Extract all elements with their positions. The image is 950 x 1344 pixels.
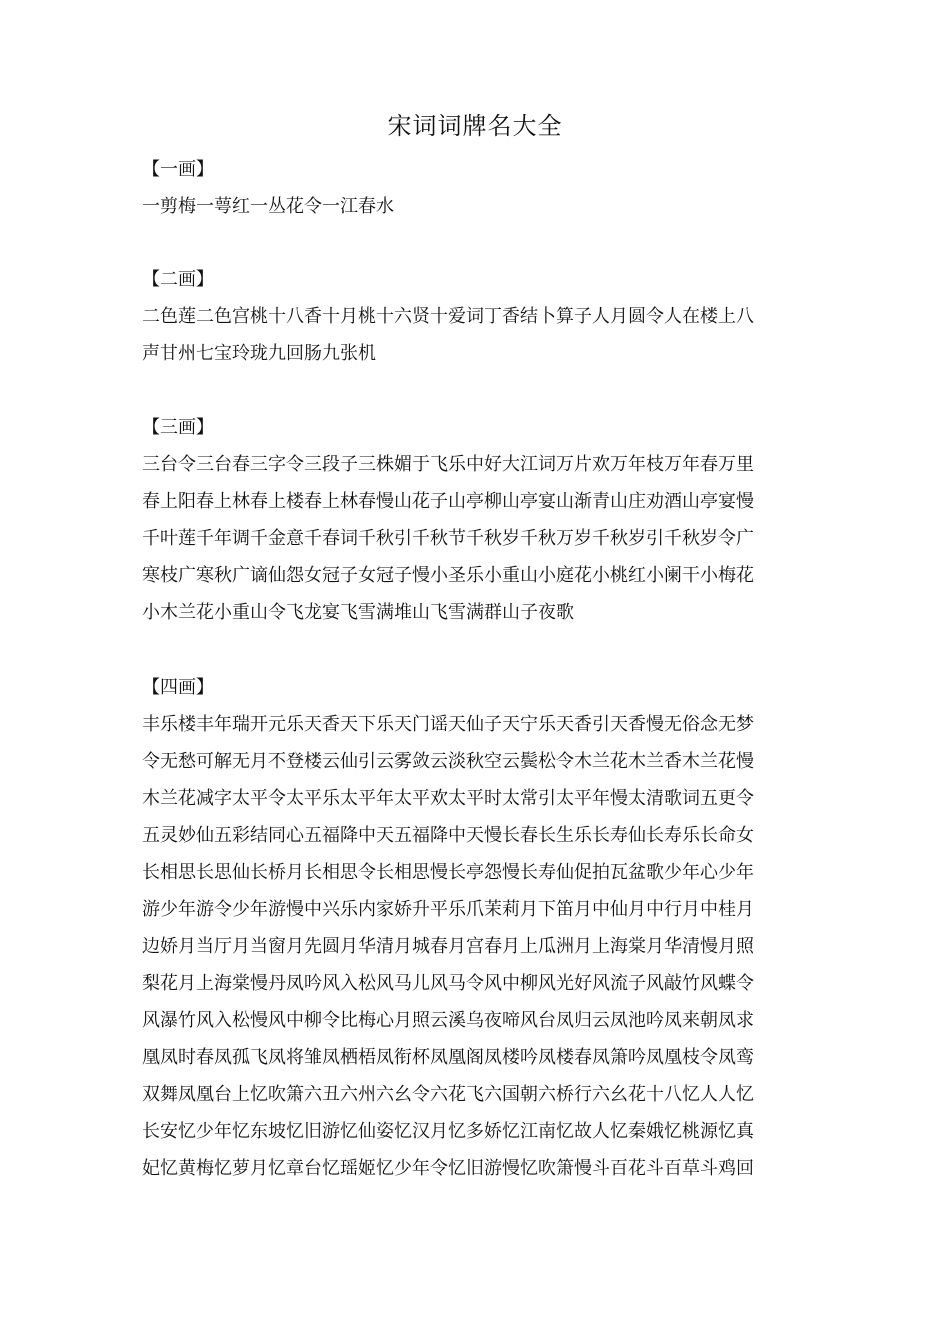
section-text-line: 凰凤时春凤孤飞凤将雏凤栖梧凤衔杯凤凰阁凤楼吟凤楼春凤箫吟凤凰枝令凤鸾 [142,1047,754,1068]
section-text-line: 长相思长思仙长桥月长相思令长相思慢长亭怨慢长寿仙促拍瓦盆歌少年心少年 [142,862,754,883]
section-text-line: 风瀑竹风入松慢风中柳令比梅心月照云溪乌夜啼风台凤归云凤池吟凤来朝凤求 [142,1010,754,1031]
section-four-strokes [142,676,822,1181]
section-heading: 【四画】 [142,677,214,698]
section-text-line: 春上阳春上林春上楼春上林春慢山花子山亭柳山亭宴山渐青山庄劝酒山亭宴慢 [142,491,754,512]
section-text-line: 声甘州七宝玲珑九回肠九张机 [142,343,376,364]
section-text-line: 游少年游令少年游慢中兴乐内家娇升平乐爪茉莉月下笛月中仙月中行月中桂月 [142,899,754,920]
section-text-line: 丰乐楼丰年瑞开元乐天香天下乐天门谣天仙子天宁乐天香引天香慢无俗念无梦 [142,714,754,735]
section-text-line: 令无愁可解无月不登楼云仙引云雾敛云淡秋空云鬓松令木兰花木兰香木兰花慢 [142,751,754,772]
section-text-line: 千叶莲千年调千金意千春词千秋引千秋节千秋岁千秋万岁千秋岁引千秋岁令广 [142,528,754,549]
section-text-line: 边娇月当厅月当窗月先圆月华清月城春月宫春月上瓜洲月上海棠月华清慢月照 [142,936,754,957]
document-title: 宋词词牌名大全 [387,112,563,140]
section-heading: 【一画】 [142,159,214,180]
section-text-line: 寒枝广寒秋广谪仙怨女冠子女冠子慢小圣乐小重山小庭花小桃红小阑干小梅花 [142,565,754,586]
section-text-line: 二色莲二色宫桃十八香十月桃十六贤十爱词丁香结卜算子人月圆令人在楼上八 [142,306,754,327]
section-two-strokes [142,268,822,366]
section-heading: 【二画】 [142,269,214,290]
section-text-line: 小木兰花小重山令飞龙宴飞雪满堆山飞雪满群山子夜歌 [142,602,574,623]
section-text-line: 长安忆少年忆东坡忆旧游忆仙姿忆汉月忆多娇忆江南忆故人忆秦娥忆桃源忆真 [142,1121,754,1142]
section-text-line: 木兰花减字太平令太平乐太平年太平欢太平时太常引太平年慢太清歌词五更令 [142,788,754,809]
section-text-line: 双舞凤凰台上忆吹箫六丑六州六幺令六花飞六国朝六桥行六幺花十八忆人人忆 [142,1084,754,1105]
section-text-line: 妃忆黄梅忆萝月忆章台忆瑶姬忆少年令忆旧游慢忆吹箫慢斗百花斗百草斗鸡回 [142,1158,754,1179]
section-one-stroke [142,158,822,219]
section-three-strokes [142,416,822,625]
section-text-line: 一剪梅一萼红一丛花令一江春水 [142,196,394,217]
section-text-line: 五灵妙仙五彩结同心五福降中天五福降中天慢长春长生乐长寿仙长寿乐长命女 [142,825,754,846]
section-heading: 【三画】 [142,417,214,438]
section-text-line: 梨花月上海棠慢丹凤吟风入松风马儿风马令风中柳风光好风流子风敲竹风蝶令 [142,973,754,994]
section-text-line: 三台令三台春三字令三段子三株媚于飞乐中好大江词万片欢万年枝万年春万里 [142,454,754,475]
